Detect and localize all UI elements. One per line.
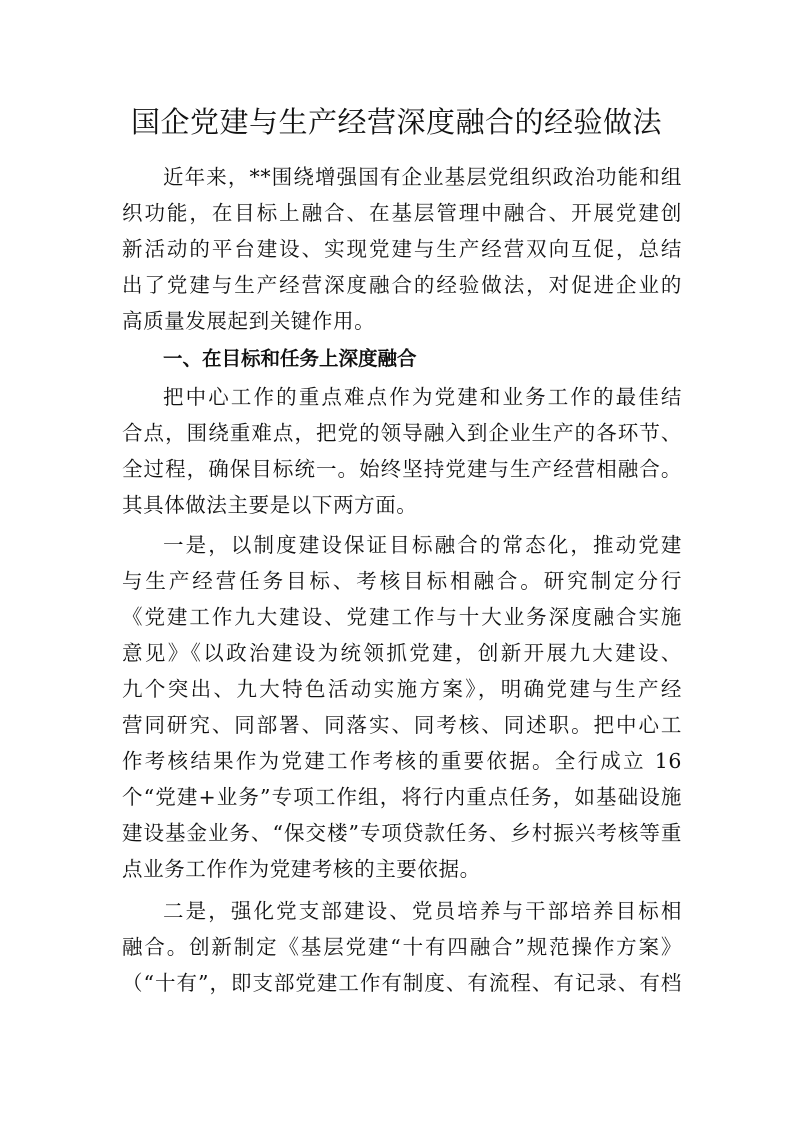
paragraph-line: 九个突出、九大特色活动实施方案》，明确党建与生产经 bbox=[122, 677, 682, 701]
paragraph-line: 其具体做法主要是以下两方面。 bbox=[122, 493, 418, 517]
paragraph-line: 意见》《以政治建设为统领抓党建，创新开展九大建设、 bbox=[122, 641, 682, 665]
paragraph-line: 《党建工作九大建设、党建工作与十大业务深度融合实施 bbox=[122, 605, 682, 629]
paragraph-line: 个“党建+业务”专项工作组，将行内重点任务，如基础设施 bbox=[122, 785, 682, 809]
paragraph-line: 二是，强化党支部建设、党员培养与干部培养目标相 bbox=[163, 899, 682, 923]
document-title: 国企党建与生产经营深度融合的经验做法 bbox=[130, 105, 662, 139]
paragraph-line: 合点，围绕重难点，把党的领导融入到企业生产的各环节、 bbox=[122, 421, 682, 445]
paragraph-line: 把中心工作的重点难点作为党建和业务工作的最佳结 bbox=[163, 385, 682, 409]
section-heading: 一、在目标和任务上深度融合 bbox=[163, 347, 417, 370]
paragraph-line: 新活动的平台建设、实现党建与生产经营双向互促，总结 bbox=[122, 237, 682, 261]
paragraph-line: 一是，以制度建设保证目标融合的常态化，推动党建 bbox=[163, 533, 682, 557]
paragraph-line: 出了党建与生产经营深度融合的经验做法，对促进企业的 bbox=[122, 273, 682, 297]
paragraph-line: 建设基金业务、“保交楼”专项贷款任务、乡村振兴考核等重 bbox=[122, 821, 682, 845]
paragraph-line: （“十有”，即支部党建工作有制度、有流程、有记录、有档 bbox=[122, 971, 682, 995]
paragraph-line: 作考核结果作为党建工作考核的重要依据。全行成立 16 bbox=[122, 749, 682, 773]
paragraph-line: 营同研究、同部署、同落实、同考核、同述职。把中心工 bbox=[122, 713, 682, 737]
paragraph-line: 高质量发展起到关键作用。 bbox=[122, 309, 376, 333]
paragraph-line: 近年来，**围绕增强国有企业基层党组织政治功能和组 bbox=[163, 165, 682, 189]
paragraph-line: 织功能，在目标上融合、在基层管理中融合、开展党建创 bbox=[122, 201, 682, 225]
paragraph-line: 融合。创新制定《基层党建“十有四融合”规范操作方案》 bbox=[122, 935, 682, 959]
paragraph-line: 全过程，确保目标统一。始终坚持党建与生产经营相融合。 bbox=[122, 457, 682, 481]
paragraph-line: 点业务工作作为党建考核的主要依据。 bbox=[122, 857, 481, 881]
paragraph-line: 与生产经营任务目标、考核目标相融合。研究制定分行 bbox=[122, 569, 682, 593]
